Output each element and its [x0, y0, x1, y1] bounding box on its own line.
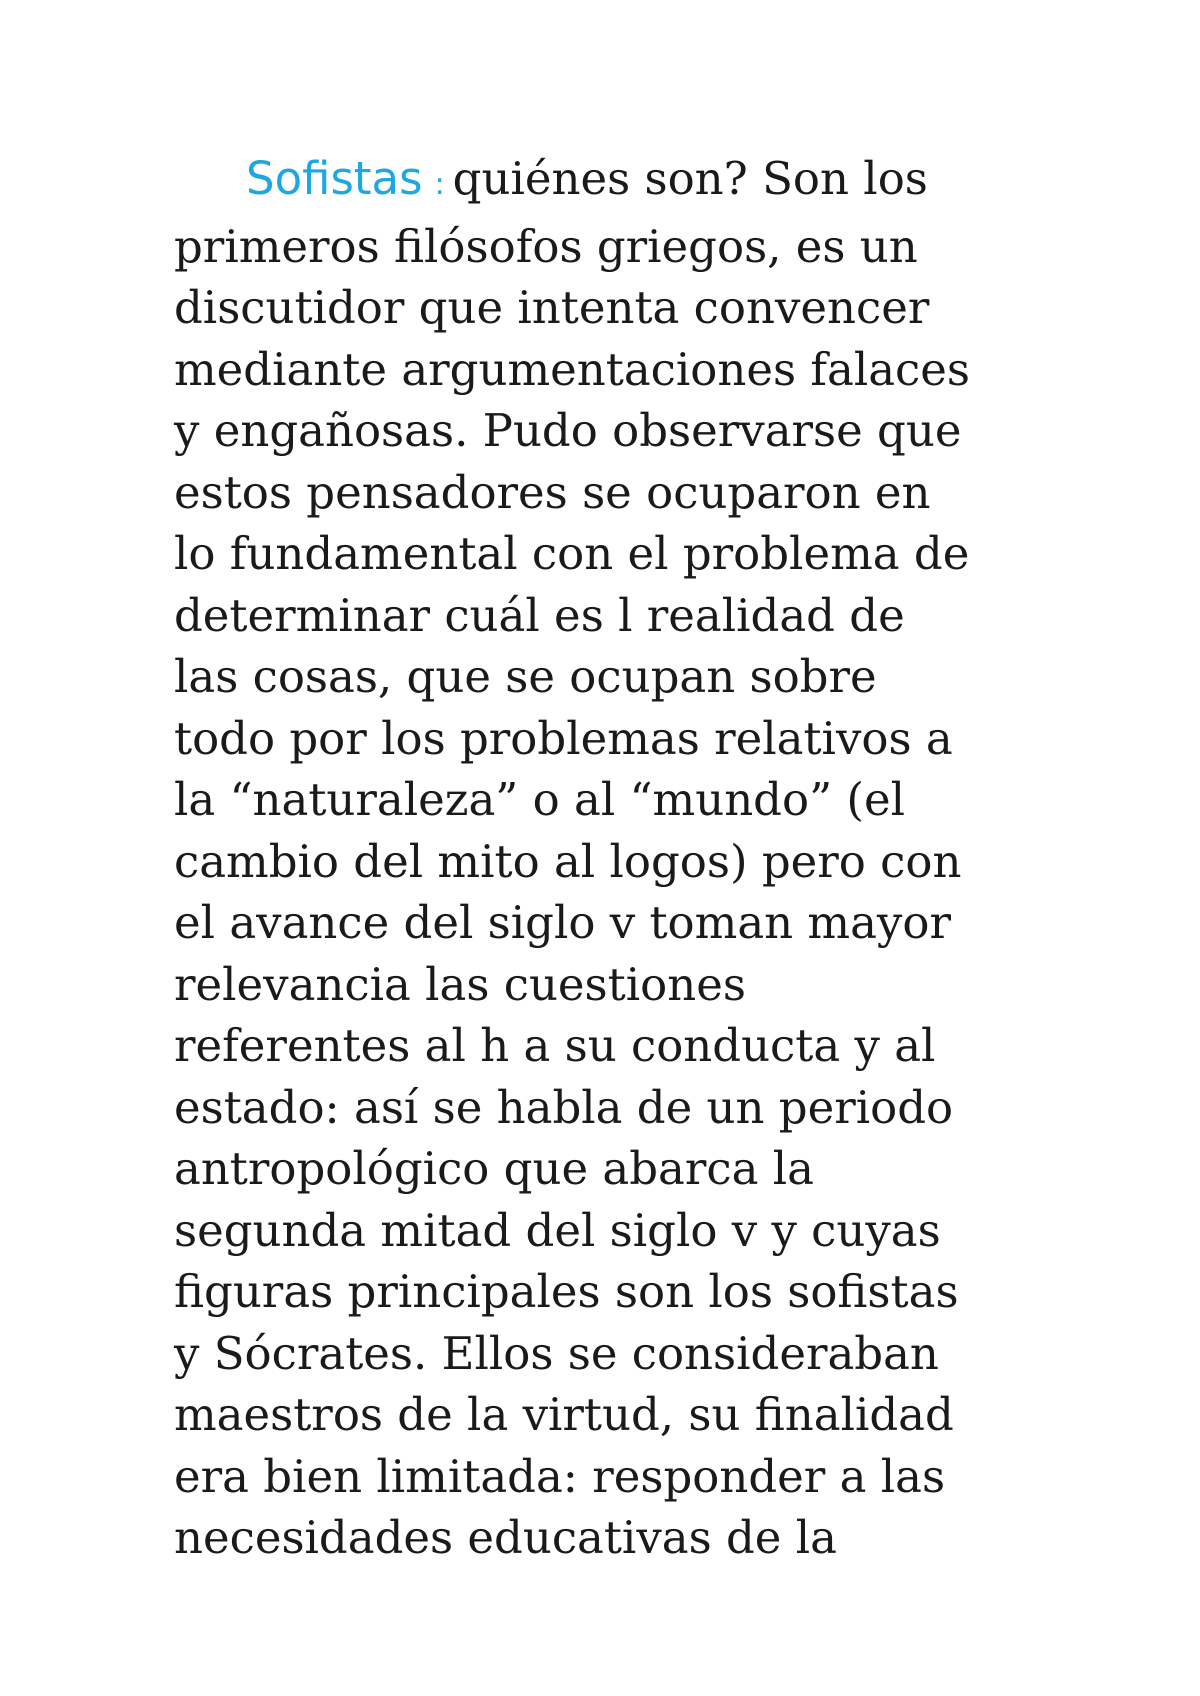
text-line: figuras principales son los sofistas [174, 1265, 959, 1318]
text-line: maestros de la virtud, su finalidad [174, 1388, 954, 1441]
text-line: estado: así se habla de un periodo [174, 1080, 954, 1134]
heading-separator: : [434, 167, 445, 202]
body-text [174, 148, 1074, 1569]
text-line: y Sócrates. Ellos se consideraban [174, 1326, 939, 1380]
text-line: segunda mitad del siglo v y cuyas [174, 1203, 941, 1257]
text-line: era bien limitada: responder a las [174, 1449, 946, 1503]
heading-sofistas: Sofistas [246, 152, 423, 205]
text-line: la “naturaleza” o al “mundo” (el [174, 773, 905, 826]
text-line: antropológico que abarca la [174, 1142, 814, 1195]
text-line: necesidades educativas de la [174, 1511, 837, 1564]
text-line: el avance del siglo v toman mayor [174, 896, 951, 949]
text-line: relevancia las cuestiones [174, 957, 746, 1011]
text-line: mediante argumentaciones falaces [174, 342, 970, 396]
first-line-text: quiénes son? Son los [452, 152, 928, 205]
text-line: determinar cuál es l realidad de [174, 588, 905, 642]
text-line: cambio del mito al logos) pero con [174, 834, 962, 888]
text-line: lo fundamental con el problema de [174, 527, 970, 580]
text-line: referentes al h a su conducta y al [174, 1019, 936, 1072]
text-line: primeros filósofos griegos, es un [174, 219, 918, 273]
first-line [174, 148, 1074, 216]
text-line: todo por los problemas relativos a [174, 711, 953, 765]
text-line: y engañosas. Pudo observarse que [174, 404, 962, 457]
text-line: las cosas, que se ocupan sobre [174, 650, 877, 703]
text-line: discutidor que intenta convencer [174, 281, 930, 334]
text-line: estos pensadores se ocuparon en [174, 465, 931, 519]
